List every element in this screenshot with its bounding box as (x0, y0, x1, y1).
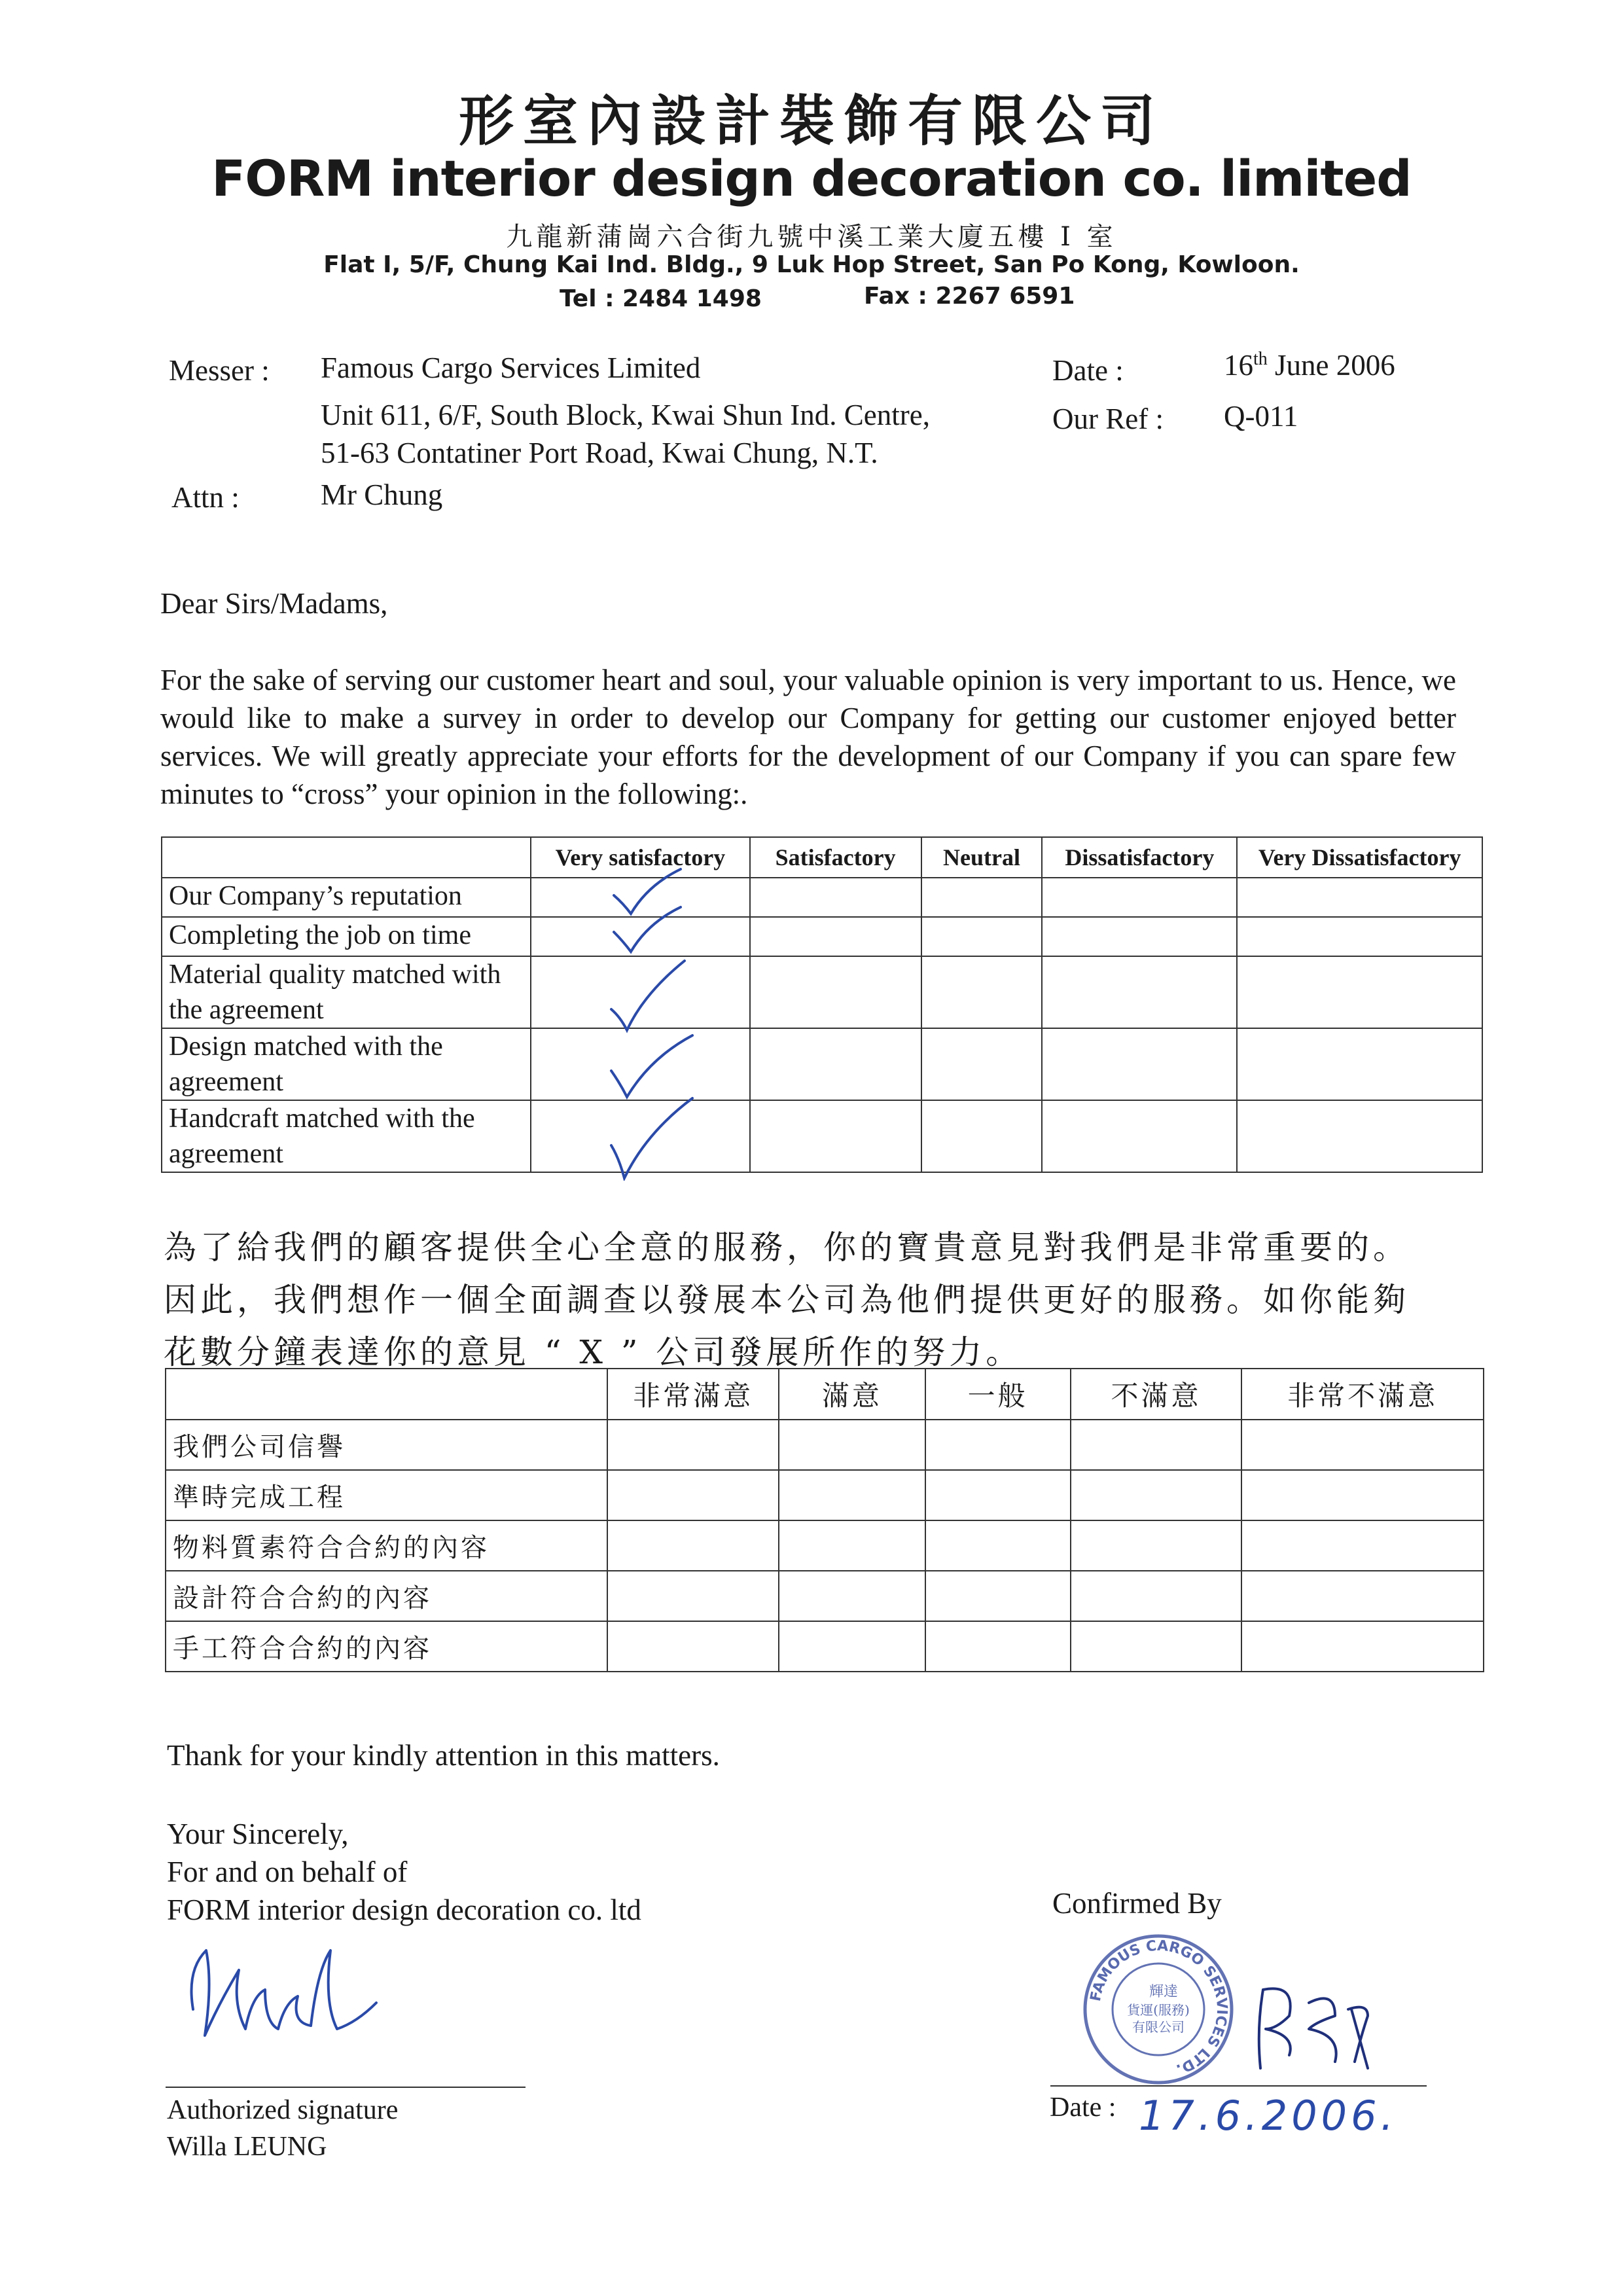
rating-cell[interactable] (1071, 1520, 1242, 1571)
letter-body: For the sake of serving our customer heart and soul, your valuable opinion is very important to us. Hence, we would like to make a survey in order to develop our Company for getting our customer enjoyed better services. We will greatly appreciate your efforts for the development of our Company if you can spare few minutes to “cross” your opinion in the following:. (160, 664, 1456, 810)
rating-cell[interactable] (1241, 1621, 1484, 1672)
sender-signature (167, 1931, 389, 2062)
rating-cell[interactable] (925, 1621, 1071, 1672)
recipient-address-line2: 51-63 Contatiner Port Road, Kwai Chung, N.T. (321, 437, 878, 469)
rating-cell[interactable] (925, 1520, 1071, 1571)
company-english-address: Flat I, 5/F, Chung Kai Ind. Bldg., 9 Luk Hop Street, San Po Kong, Kowloon. (323, 251, 1300, 278)
row-label: 設計符合合約的內容 (166, 1571, 607, 1621)
rating-cell[interactable] (1042, 1100, 1237, 1172)
table-corner (162, 837, 531, 878)
thanks-line: Thank for your kindly attention in this matters. (167, 1739, 720, 1772)
company-english-name: FORM interior design decoration co. limited (211, 149, 1412, 207)
column-header: Satisfactory (750, 837, 921, 878)
rating-cell[interactable] (1042, 956, 1237, 1028)
rating-cell[interactable] (1237, 878, 1482, 917)
chinese-intro (164, 1221, 1472, 1378)
rating-cell[interactable] (1237, 1028, 1482, 1100)
stamp-center-line1: 輝達 (1149, 1984, 1179, 2000)
stamp-center-line3: 有限公司 (1132, 2019, 1185, 2035)
confirmed-by-label: Confirmed By (1052, 1887, 1222, 1920)
messer-label: Messer : (169, 354, 270, 387)
row-label: Our Company’s reputation (162, 878, 531, 917)
rating-cell[interactable] (1071, 1571, 1242, 1621)
rating-cell[interactable] (750, 956, 921, 1028)
rating-cell[interactable] (1237, 917, 1482, 956)
confirm-date-label: Date : (1050, 2092, 1116, 2123)
rating-cell[interactable] (1237, 956, 1482, 1028)
rating-cell[interactable] (607, 1621, 779, 1672)
rating-cell[interactable] (921, 956, 1043, 1028)
survey-table-chinese (165, 1368, 1484, 1672)
rating-cell[interactable] (607, 1571, 779, 1621)
rating-cell[interactable] (1071, 1470, 1242, 1520)
signer-name: Willa LEUNG (167, 2132, 327, 2162)
sender-company: FORM interior design decoration co. ltd (167, 1893, 641, 1926)
rating-cell[interactable] (925, 1420, 1071, 1470)
date-label: Date : (1052, 354, 1124, 387)
row-label: Handcraft matched with the agreement (162, 1100, 531, 1172)
recipient-company: Famous Cargo Services Limited (321, 351, 701, 384)
rating-cell[interactable] (1042, 1028, 1237, 1100)
rating-cell[interactable] (531, 917, 750, 956)
rating-cell[interactable] (779, 1621, 925, 1672)
rating-cell[interactable] (1241, 1420, 1484, 1470)
rating-cell[interactable] (750, 878, 921, 917)
rating-cell[interactable] (779, 1470, 925, 1520)
date-suffix: th (1253, 349, 1268, 369)
attn-label: Attn : (171, 481, 240, 514)
date-rest: June 2006 (1267, 349, 1395, 382)
row-label: Design matched with the agreement (162, 1028, 531, 1100)
confirm-line (1050, 2085, 1427, 2087)
column-header: 非常滿意 (607, 1369, 779, 1420)
rating-cell[interactable] (531, 1028, 750, 1100)
company-stamp (1080, 1931, 1237, 2088)
rating-cell[interactable] (1241, 1470, 1484, 1520)
rating-cell[interactable] (1042, 917, 1237, 956)
chinese-intro-line1: 為了給我們的顧客提供全心全意的服務，你的寶貴意見對我們是非常重要的。 (164, 1229, 1410, 1266)
rating-cell[interactable] (1071, 1621, 1242, 1672)
rating-cell[interactable] (1237, 1100, 1482, 1172)
row-label: Completing the job on time (162, 917, 531, 956)
company-chinese-name: 形室內設計裝飾有限公司 (458, 88, 1164, 153)
column-header: Very Dissatisfactory (1237, 837, 1482, 878)
column-header: 一般 (925, 1369, 1071, 1420)
rating-cell[interactable] (607, 1520, 779, 1571)
greeting: Dear Sirs/Madams, (160, 587, 388, 620)
behalf-line: For and on behalf of (167, 1856, 408, 1888)
date-day: 16 (1224, 349, 1253, 382)
rating-cell[interactable] (1042, 878, 1237, 917)
company-chinese-address: 九龍新蒲崗六合街九號中溪工業大廈五樓 I 室 (506, 222, 1117, 252)
ref-label: Our Ref : (1052, 403, 1164, 435)
rating-cell[interactable] (925, 1470, 1071, 1520)
attn-name: Mr Chung (321, 478, 443, 511)
rating-cell[interactable] (921, 917, 1043, 956)
table-corner (166, 1369, 607, 1420)
rating-cell[interactable] (779, 1571, 925, 1621)
check-mark-icon (605, 1096, 696, 1181)
row-label: 手工符合合約的內容 (166, 1621, 607, 1672)
rating-cell[interactable] (531, 1100, 750, 1172)
recipient-address-line1: Unit 611, 6/F, South Block, Kwai Shun Ind. Centre, (321, 399, 930, 431)
rating-cell[interactable] (750, 917, 921, 956)
survey-table-english (161, 836, 1483, 1173)
company-tel: Tel : 2484 1498 (560, 285, 762, 312)
chinese-intro-line2: 因此，我們想作一個全面調查以發展本公司為他們提供更好的服務。如你能夠 (164, 1281, 1410, 1319)
row-label: 物料質素符合合約的內容 (166, 1520, 607, 1571)
ref-number: Q-011 (1224, 400, 1298, 433)
check-mark-icon (605, 957, 690, 1035)
check-mark-icon (609, 903, 687, 956)
column-header: Very satisfactory (531, 837, 750, 878)
confirmer-signature (1237, 1964, 1394, 2081)
column-header: 非常不滿意 (1241, 1369, 1484, 1420)
column-header: Dissatisfactory (1042, 837, 1237, 878)
stamp-center-line2: 貨運(服務) (1127, 2002, 1190, 2018)
chinese-intro-line3: 花數分鐘表達你的意見 “ X ” 公司發展所作的努力。 (164, 1333, 1023, 1371)
column-header: 不滿意 (1071, 1369, 1242, 1420)
rating-cell[interactable] (779, 1520, 925, 1571)
rating-cell[interactable] (925, 1571, 1071, 1621)
company-fax: Fax : 2267 6591 (864, 283, 1075, 310)
rating-cell[interactable] (1241, 1571, 1484, 1621)
rating-cell[interactable] (921, 1100, 1043, 1172)
sincerely-line: Your Sincerely, (167, 1818, 349, 1850)
rating-cell[interactable] (607, 1470, 779, 1520)
letter-date (1224, 348, 1395, 382)
column-header: 滿意 (779, 1369, 925, 1420)
stamp-ring-text: FAMOUS CARGO SERVICES LTD. (1087, 1937, 1230, 2078)
rating-cell[interactable] (1071, 1420, 1242, 1470)
row-label: 準時完成工程 (166, 1470, 607, 1520)
rating-cell[interactable] (1241, 1520, 1484, 1571)
rating-cell[interactable] (607, 1420, 779, 1470)
column-header: Neutral (921, 837, 1043, 878)
rating-cell[interactable] (921, 878, 1043, 917)
row-label: Material quality matched with the agreement (162, 956, 531, 1028)
rating-cell[interactable] (750, 1028, 921, 1100)
authorized-signature-label: Authorized signature (167, 2095, 399, 2125)
rating-cell[interactable] (750, 1100, 921, 1172)
signature-line (166, 2087, 526, 2088)
row-label: 我們公司信譽 (166, 1420, 607, 1470)
check-mark-icon (605, 1031, 696, 1103)
rating-cell[interactable] (779, 1420, 925, 1470)
rating-cell[interactable] (921, 1028, 1043, 1100)
rating-cell[interactable] (531, 956, 750, 1028)
confirm-handwritten-date: 17.6.2006. (1139, 2092, 1398, 2140)
